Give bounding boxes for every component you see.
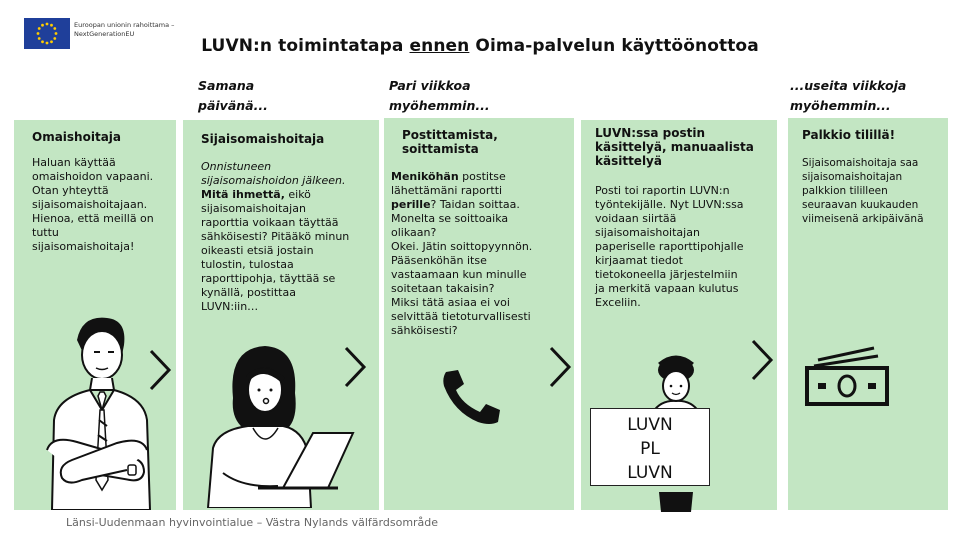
text-line: Otan yhteyttä	[32, 184, 109, 197]
text-line: Pääsenköhän itse	[391, 254, 487, 267]
page-title	[0, 36, 960, 56]
chevron-right-icon	[343, 345, 367, 389]
text-line: omaishoidon vapaani.	[32, 170, 154, 183]
panel-title: Omaishoitaja	[32, 130, 122, 144]
chevron-right-icon	[148, 348, 172, 392]
text-line: sijaisomaishoitajan	[201, 202, 306, 215]
text-line	[201, 160, 349, 174]
timing-couple-weeks	[389, 76, 490, 116]
title-emphasis: ennen	[409, 36, 470, 56]
text-line: sijaisomaishoitaja!	[32, 240, 135, 253]
text-line: kynällä, postittaa	[201, 286, 296, 299]
text-line: tuttu	[32, 226, 59, 239]
panel-substitute-caregiver	[183, 120, 379, 510]
title-line: LUVN:ssa postin	[595, 126, 706, 140]
sign-line: LUVN	[627, 463, 673, 483]
chevron-right-icon	[548, 345, 572, 389]
title-line: käsittelyä	[595, 154, 662, 168]
text-line: vastaamaan kun minulle	[391, 268, 527, 281]
text-line: olikaan?	[391, 226, 437, 239]
panel-text	[32, 156, 154, 254]
panel-text	[595, 184, 744, 310]
timing-text: Pari viikkoa	[389, 78, 471, 93]
text-line: Posti toi raportin LUVN:n	[595, 184, 730, 197]
timing-same-day	[198, 76, 268, 116]
timing-text: myöhemmin...	[389, 98, 490, 113]
italic-text: sijaisomaishoidon jälkeen.	[201, 174, 346, 187]
text-line: tietokoneella järjestelmiin	[595, 268, 738, 281]
sign-line: PL	[640, 439, 660, 459]
text-line: Monelta se soittoaika	[391, 212, 509, 225]
text-line: soitetaan takaisin?	[391, 282, 495, 295]
text-line: kirjaamat tiedot	[595, 254, 683, 267]
title-line: soittamista	[402, 142, 479, 156]
text-line: viimeisenä arkipäivänä	[802, 213, 924, 225]
title-line: käsittelyä, manuaalista	[595, 140, 754, 154]
text-line: lähettämäni raportti	[391, 184, 503, 197]
bold-text: Meniköhän	[391, 170, 459, 183]
timing-text: päivänä...	[198, 98, 268, 113]
italic-text: Onnistuneen	[201, 160, 272, 173]
text-line: ja merkitä vapaan kulutus	[595, 282, 739, 295]
text-line: selvittää tietoturvallisesti	[391, 310, 531, 323]
footer-organization: Länsi-Uudenmaan hyvinvointialue – Västra Nylands välfärdsområde	[66, 516, 439, 529]
woman-with-laptop-illustration	[203, 338, 363, 508]
chevron-right-icon	[750, 338, 774, 382]
panel-title	[595, 126, 754, 168]
timing-text: ...useita viikkoja	[790, 78, 907, 93]
text-span: postitse	[458, 170, 506, 183]
title-part1: LUVN:n toimintatapa	[201, 36, 410, 56]
text-line: sähköisesti?	[391, 324, 458, 337]
text-line: raporttia voikaan täyttää	[201, 216, 339, 229]
title-line: Postittamista,	[402, 128, 498, 142]
text-line: sähköisesti? Pitääkö minun	[201, 230, 350, 243]
text-line: työntekijälle. Nyt LUVN:ssa	[595, 198, 744, 211]
text-line: palkkion tililleen	[802, 185, 888, 197]
text-line: paperiselle raporttipohjalle	[595, 240, 744, 253]
text-line: Exceliin.	[595, 296, 641, 309]
timing-several-weeks	[790, 76, 906, 116]
text-line: raporttipohja, täyttää se	[201, 272, 336, 285]
text-line: Sijaisomaishoitaja saa	[802, 157, 919, 169]
panel-caregiver	[14, 120, 176, 510]
text-line	[201, 188, 349, 202]
phone-icon	[440, 368, 504, 426]
title-part2: Oima-palvelun käyttöönottoa	[469, 36, 759, 56]
panel-text	[391, 170, 532, 338]
luvn-po-box-sign	[590, 408, 710, 486]
text-span: eikö	[284, 188, 311, 201]
text-line: sijaisomaishoitajan	[595, 226, 700, 239]
panel-text	[201, 160, 349, 314]
timing-text: Samana	[198, 78, 255, 93]
text-line	[391, 170, 532, 184]
bold-text: Mitä ihmettä,	[201, 188, 285, 201]
text-span: ? Taidan soittaa.	[430, 198, 520, 211]
text-line: LUVN:iin…	[201, 300, 259, 313]
sign-line: LUVN	[627, 415, 673, 435]
eu-text-line1: Euroopan unionin rahoittama –	[74, 21, 175, 29]
text-line: voidaan siirtää	[595, 212, 677, 225]
text-line	[201, 174, 349, 188]
eu-text-line2: NextGenerationEU	[74, 30, 135, 38]
text-line	[391, 198, 532, 212]
text-line: tulostin, tulostaa	[201, 258, 294, 271]
bold-text: perille	[391, 198, 431, 211]
text-line: sijaisomaishoitajan	[802, 171, 903, 183]
money-bills-icon	[804, 346, 890, 406]
panel-title: Palkkio tilillä!	[802, 128, 896, 142]
panel-title	[402, 128, 498, 156]
text-line: Okei. Jätin soittopyynnön.	[391, 240, 533, 253]
panel-title: Sijaisomaishoitaja	[201, 132, 325, 146]
text-line: seuraavan kuukauden	[802, 199, 919, 211]
text-line: Haluan käyttää	[32, 156, 116, 169]
text-line: Miksi tätä asiaa ei voi	[391, 296, 510, 309]
text-line: oikeasti etsiä jostain	[201, 244, 314, 257]
panel-text	[802, 156, 924, 226]
text-line: Hienoa, että meillä on	[32, 212, 154, 225]
text-line: sijaisomaishoitajaan.	[32, 198, 148, 211]
man-arms-crossed-illustration	[32, 310, 162, 510]
panel-payment	[788, 118, 948, 510]
timing-text: myöhemmin...	[790, 98, 891, 113]
panel-mailing-calling	[384, 118, 574, 510]
